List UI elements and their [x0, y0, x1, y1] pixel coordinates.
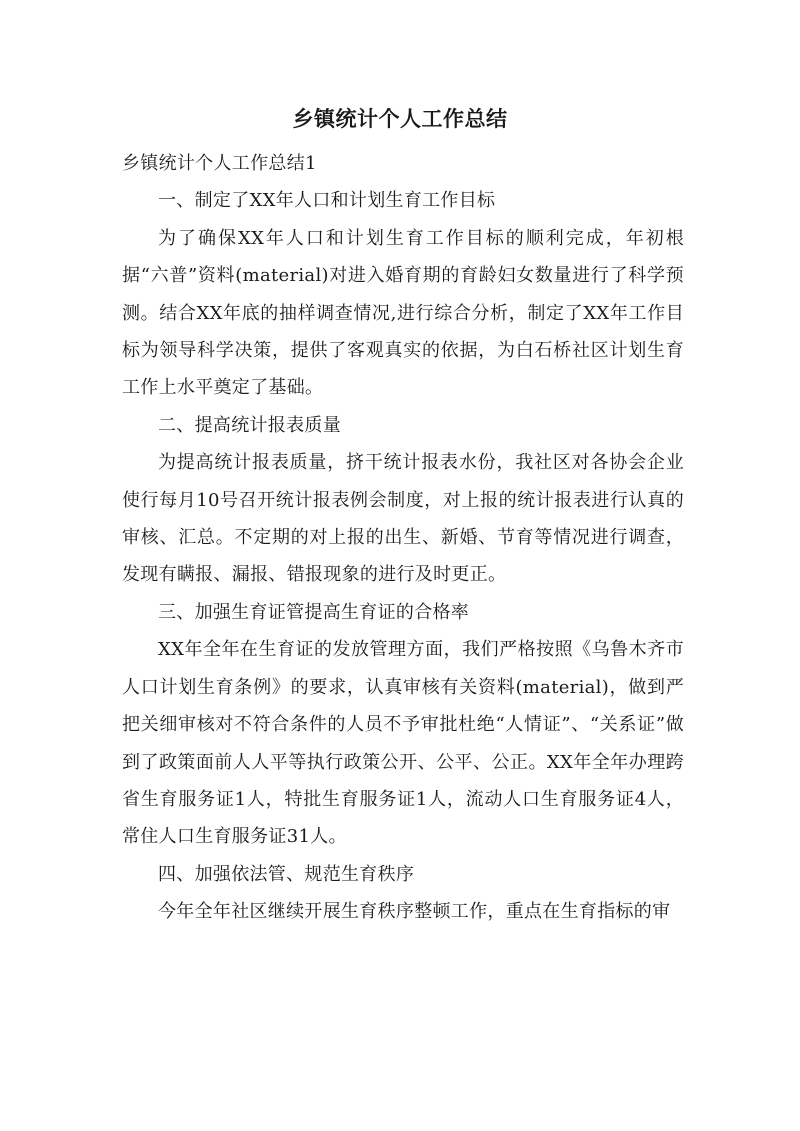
- document-body: [122, 145, 684, 931]
- document-subtitle: 乡镇统计个人工作总结1: [122, 153, 317, 174]
- section-heading-2: 二、提高统计报表质量: [158, 414, 341, 436]
- section-heading-3: 三、加强生育证管提高生育证的合格率: [158, 601, 470, 623]
- body-paragraph-1: 为了确保XX年人口和计划生育工作目标的顺利完成，年初根据“六普”资料(material)对进入婚育期的育龄妇女数量进行了科学预测。结合XX年底的抽样调查情况,进行综合分析，制定了XX年工作目标为领导科学决策，提供了客观真实的依据，为白石桥社区计划生育工作上水平奠定了基础。: [122, 227, 684, 399]
- body-paragraph-2: 为提高统计报表质量，挤干统计报表水份，我社区对各协会企业使行每月10号召开统计报表例会制度，对上报的统计报表进行认真的审核、汇总。不定期的对上报的出生、新婚、节育等情况进行调查，发现有瞒报、漏报、错报现象的进行及时更正。: [122, 452, 684, 586]
- section-heading-1: 一、制定了XX年人口和计划生育工作目标: [158, 190, 496, 212]
- document-title: 乡镇统计个人工作总结: [292, 106, 508, 131]
- body-paragraph-3: XX年全年在生育证的发放管理方面，我们严格按照《乌鲁木齐市人口计划生育条例》的要求，认真审核有关资料(material)，做到严把关细审核对不符合条件的人员不予审批杜绝“人情证”、“关系证”做到了政策面前人人平等执行政策公开、公平、公正。XX年全年办理跨省生育服务证1人，特批生育服务证1人，流动人口生育服务证4人，常住人口生育服务证31人。: [122, 639, 684, 848]
- body-paragraph-4: 今年全年社区继续开展生育秩序整顿工作，重点在生育指标的审: [158, 901, 671, 923]
- section-heading-4: 四、加强依法管、规范生育秩序: [158, 863, 415, 885]
